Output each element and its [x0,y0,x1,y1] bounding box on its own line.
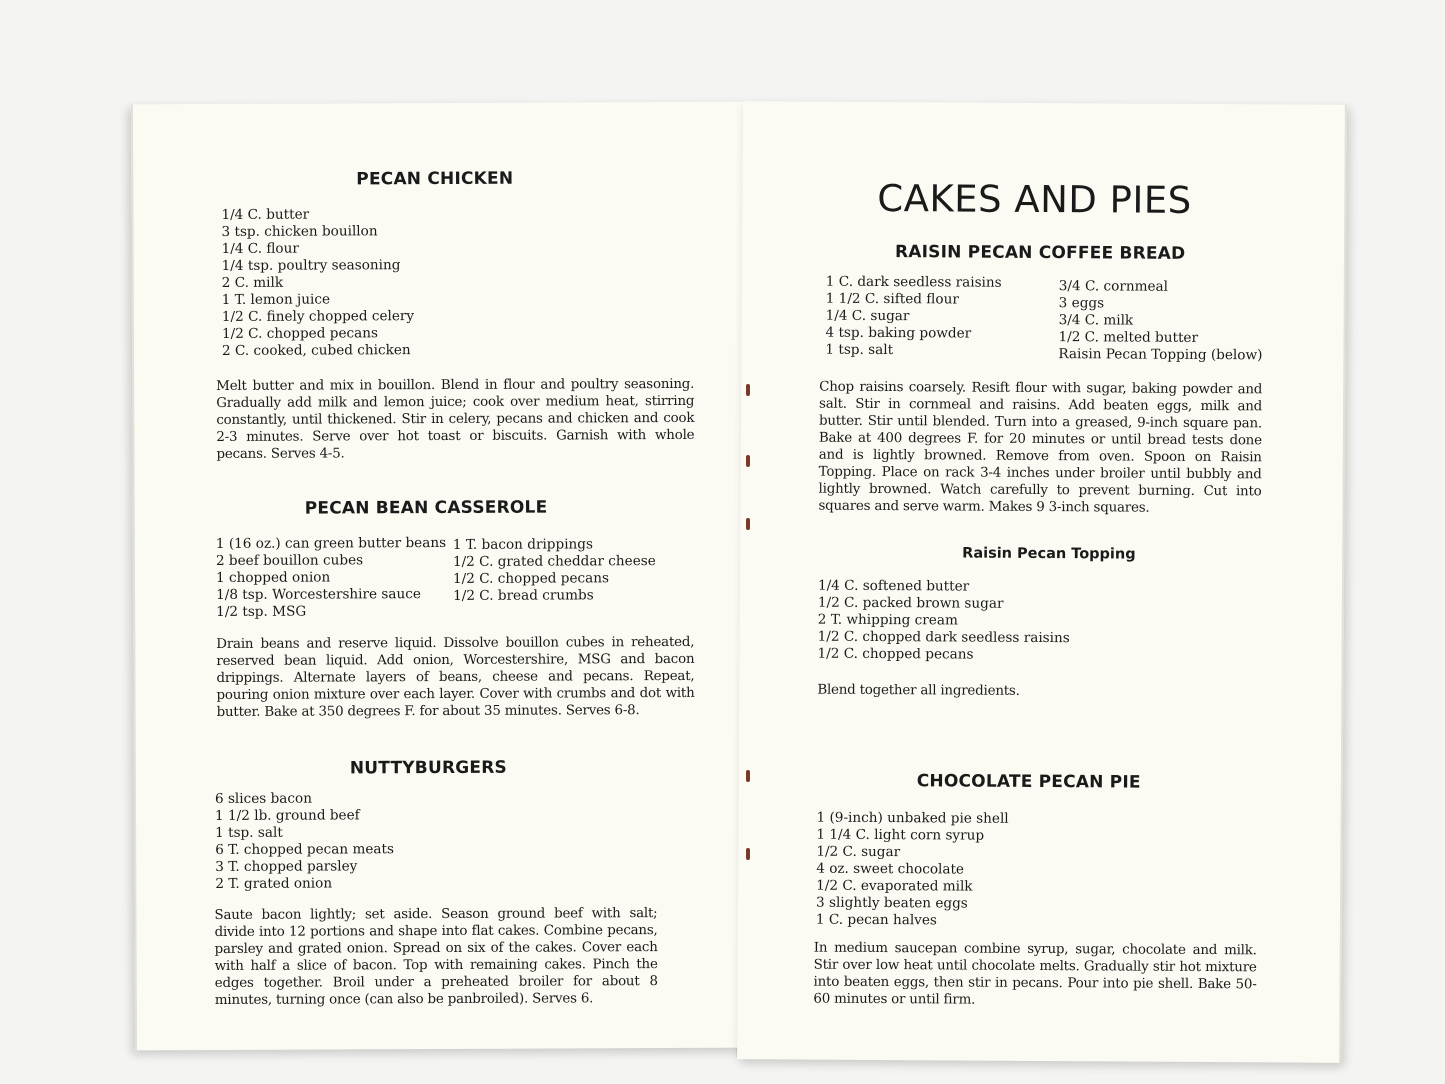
directions-nuttyburgers: Saute bacon lightly; set aside. Season ground beef with salt; divide into 12 portions and shape into flat cakes. Combine pecans, parsley and grated onion. Spread on six of the cakes. Cover each with half a slice of bacon. Top with remaining cakes. Pinch the edges together. Broil under a preheated broiler for about 8 minutes, turning once (can also be panbroiled). Serves 6. [214,906,658,1008]
ingredient-item: 3 tsp. chicken bouillon [221,223,378,240]
ingredient-item: 1 (16 oz.) can green butter beans [215,534,447,552]
ingredient-item: 1/4 C. sugar [825,307,910,325]
binding-stitch [746,455,750,467]
ingredient-list-bean-casserole-col1 [216,535,447,621]
recipe-title-pecan-bean-casserole: PECAN BEAN CASSEROLE [304,497,548,519]
ingredient-list-coffee-bread-col2 [1058,278,1263,364]
ingredient-item: 1/2 C. chopped pecans [221,325,378,342]
ingredient-item: 3 slightly beaten eggs [815,894,968,912]
ingredient-item: 4 oz. sweet chocolate [816,860,965,878]
ingredient-item: 6 T. chopped pecan meats [215,841,394,858]
ingredient-item: 1/2 C. melted butter [1058,329,1199,346]
ingredient-list-chocolate-pecan-pie [816,810,1009,930]
ingredient-item: 2 C. milk [221,274,284,291]
ingredient-item: 3 T. chopped parsley [215,858,358,875]
ingredient-item: 2 C. cooked, cubed chicken [221,342,411,359]
directions-coffee-bread: Chop raisins coarsely. Resift flour with sugar, baking powder and salt. Stir in cornmeal and raisins. Add beaten eggs, milk and butter. Stir until blended. Turn into a greased, 9-inch square pan. Bake at 400 degrees F. for 20 minutes or until bread tests done and is lightly browned. Remove from oven. Spoon on Raisin Topping. Place on rack 3-4 inches under broiler until bubbly and lightly browned. Watch carefully to prevent burning. Cut into squares and serve warm. Makes 9 3-inch squares. [818,379,1263,516]
ingredient-item: 2 T. whipping cream [817,611,958,629]
ingredient-item: 2 T. grated onion [215,875,333,892]
recipe-title-pecan-chicken: PECAN CHICKEN [356,168,514,190]
ingredient-item: 1/2 C. chopped pecans [817,645,974,663]
ingredient-item: 1 1/4 C. light corn syrup [816,826,985,844]
ingredient-item: 3/4 C. milk [1058,312,1134,329]
binding-stitch [746,518,750,530]
ingredient-item: 1/2 C. packed brown sugar [817,594,1004,612]
ingredient-item: 1/2 C. chopped pecans [452,570,610,587]
left-page [131,102,752,1051]
ingredient-item: 1 chopped onion [215,569,331,586]
ingredient-item: 4 tsp. baking powder [825,324,972,342]
ingredient-list-pecan-chicken [221,206,414,360]
ingredient-item: 1 1/2 C. sifted flour [825,290,959,308]
ingredient-item: 1 C. dark seedless raisins [825,273,1002,291]
ingredient-item: 1/2 C. finely chopped celery [221,308,415,325]
ingredient-list-nuttyburgers [215,790,394,893]
binding-stitch [746,770,750,782]
ingredient-list-topping [818,578,1071,665]
ingredient-item: 1/2 C. bread crumbs [453,587,594,604]
ingredient-item: Raisin Pecan Topping (below) [1058,346,1263,364]
ingredient-item: 1 1/2 lb. ground beef [215,807,360,824]
binding-stitch [746,848,750,860]
ingredient-item: 1 C. pecan halves [815,911,937,929]
ingredient-item: 1/2 C. chopped dark seedless raisins [817,628,1070,647]
ingredient-item: 1 tsp. salt [825,341,894,359]
ingredient-item: 1/4 tsp. poultry seasoning [221,257,401,274]
ingredient-item: 1 T. bacon drippings [452,536,593,553]
recipe-title-raisin-pecan-topping: Raisin Pecan Topping [962,545,1136,563]
ingredient-item: 3/4 C. cornmeal [1058,278,1169,295]
directions-pecan-chicken: Melt butter and mix in bouillon. Blend in flour and poultry seasoning. Gradually add milk and lemon juice; cook over medium heat, stirring constantly, until thickened. Stir in celery, pecans and chicken and cook 2-3 minutes. Serve over hot toast or biscuits. Garnish with whole pecans. Serves 4-5. [216,376,695,462]
ingredient-item: 1/2 C. sugar [816,843,901,861]
directions-pecan-bean-casserole: Drain beans and reserve liquid. Dissolve bouillon cubes in reheated, reserved bean liquid. Add onion, Worcestershire, MSG and bacon drippings. Alternate layers of beans, cheese and pecans. Repeat, pouring onion mixture over each layer. Cover with crumbs and dot with butter. Bake at 350 degrees F. for about 35 minutes. Serves 6-8. [216,634,695,720]
ingredient-item: 1/2 C. grated cheddar cheese [452,553,656,570]
ingredient-list-bean-casserole-col2 [453,536,656,605]
ingredient-item: 1/2 tsp. MSG [216,603,307,620]
ingredient-item: 3 eggs [1058,295,1105,312]
ingredient-item: 1/4 C. flour [221,240,299,257]
ingredient-item: 1/4 C. butter [221,206,310,223]
ingredient-item: 1/2 C. evaporated milk [816,877,973,895]
ingredient-item: 1 tsp. salt [215,824,283,841]
ingredient-item: 1 (9-inch) unbaked pie shell [816,809,1009,827]
ingredient-item: 1/4 C. softened butter [817,577,970,595]
section-title: CAKES AND PIES [877,176,1192,222]
ingredient-list-coffee-bread-col1 [825,274,1001,360]
ingredient-item: 6 slices bacon [214,790,312,807]
binding-stitch [746,384,750,396]
ingredient-item: 1 T. lemon juice [221,291,331,308]
ingredient-item: 1/8 tsp. Worcestershire sauce [216,586,421,603]
recipe-title-nuttyburgers: NUTTYBURGERS [349,757,507,779]
ingredient-item: 2 beef bouillon cubes [215,552,364,569]
directions-chocolate-pecan-pie: In medium saucepan combine syrup, sugar, chocolate and milk. Stir over low heat until chocolate melts. Gradually stir hot mixture into beaten eggs, then stir in pecans. Pour into pie shell. Bake 50-60 minutes or until firm. [813,940,1257,1008]
recipe-title-chocolate-pecan-pie: CHOCOLATE PECAN PIE [916,771,1141,793]
directions-topping: Blend together all ingredients. [817,682,1020,699]
recipe-title-raisin-pecan-coffee-bread: RAISIN PECAN COFFEE BREAD [894,242,1186,264]
right-page [737,101,1347,1063]
